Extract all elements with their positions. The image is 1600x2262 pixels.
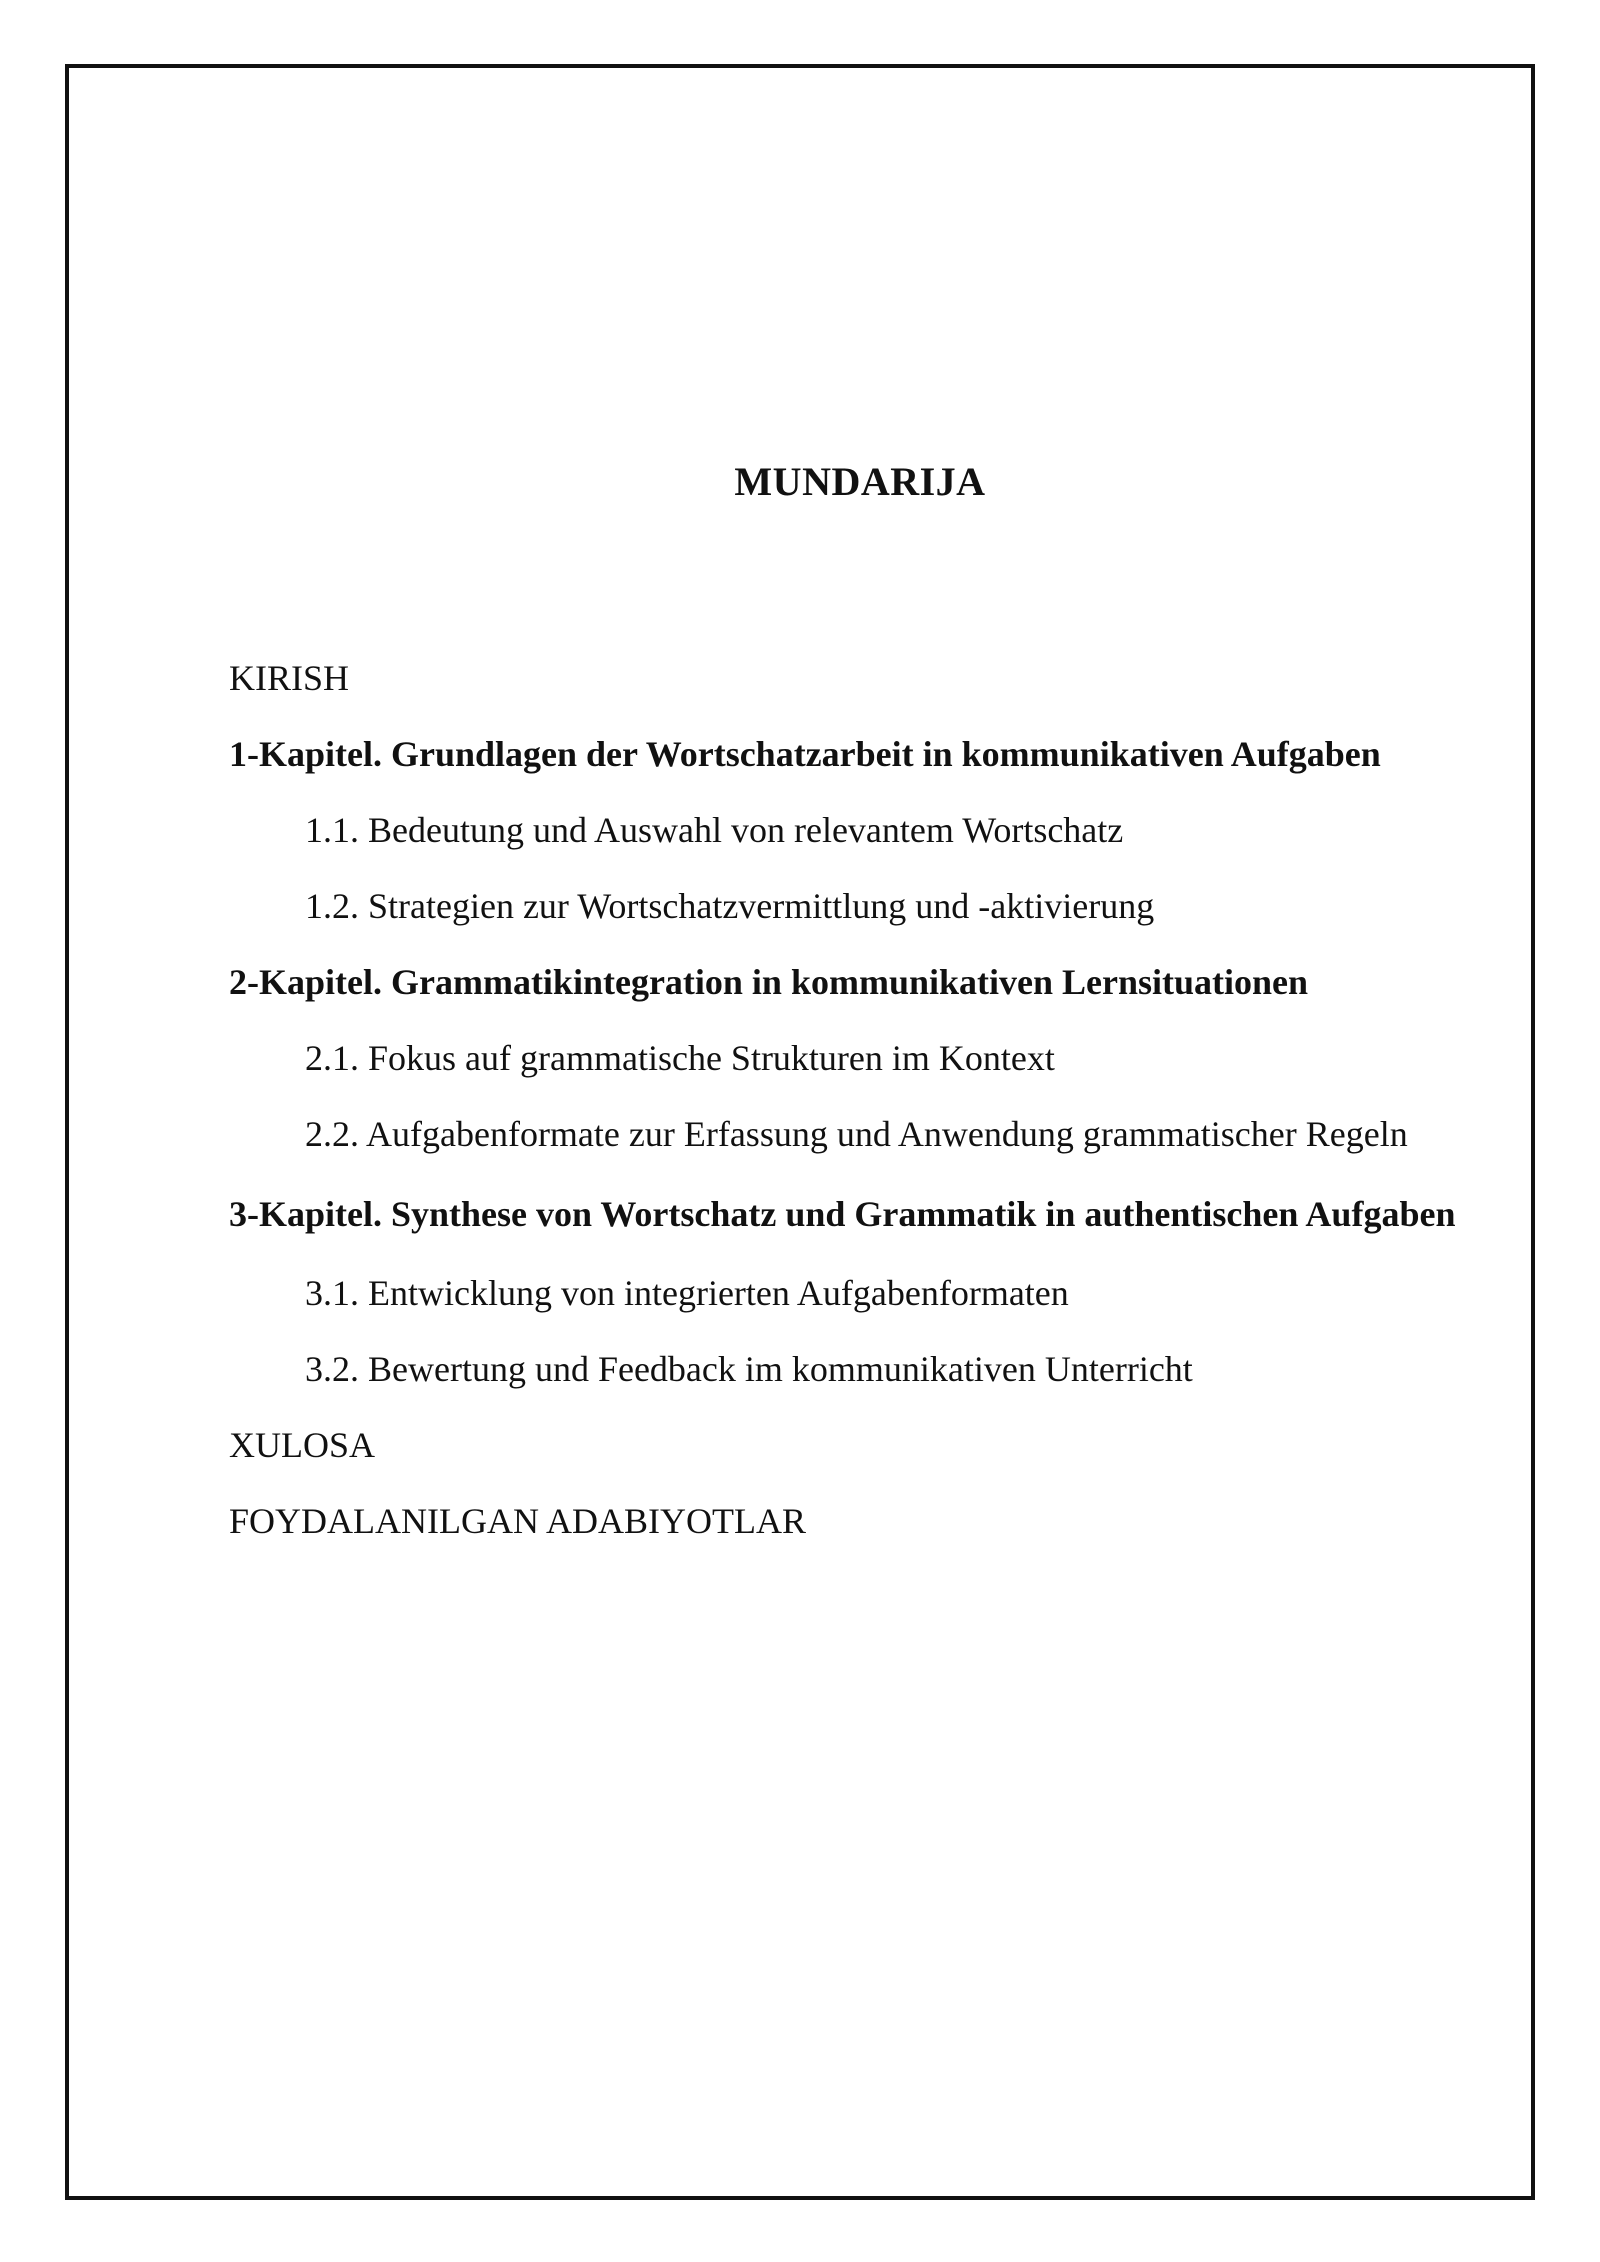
toc-entry-section-3-2: 3.2. Bewertung und Feedback im kommunikativen Unterricht <box>305 1348 1193 1389</box>
toc-entry-introduction: KIRISH <box>229 657 350 698</box>
toc-entry-section-1-2: 1.2. Strategien zur Wortschatzvermittlung und -aktivierung <box>305 885 1155 926</box>
toc-entry-chapter-2: 2-Kapitel. Grammatikintegration in kommunikativen Lernsituationen <box>229 961 1309 1002</box>
toc-entry-references: FOYDALANILGAN ADABIYOTLAR <box>229 1500 806 1541</box>
toc-entry-section-1-1: 1.1. Bedeutung und Auswahl von relevantem Wortschatz <box>305 809 1124 850</box>
toc-entry-section-2-1: 2.1. Fokus auf grammatische Strukturen im Kontext <box>305 1037 1055 1078</box>
table-of-contents <box>229 640 1489 1559</box>
toc-title: MUNDARIJA <box>734 459 986 504</box>
toc-entry-section-3-1: 3.1. Entwicklung von integrierten Aufgabenformaten <box>305 1272 1069 1313</box>
toc-entry-chapter-3: 3-Kapitel. Synthese von Wortschatz und Grammatik in authentischen Aufgaben <box>229 1194 1456 1234</box>
toc-entry-chapter-1: 1-Kapitel. Grundlagen der Wortschatzarbeit in kommunikativen Aufgaben <box>229 733 1381 774</box>
toc-entry-section-2-2: 2.2. Aufgabenformate zur Erfassung und Anwendung grammatischer Regeln <box>305 1113 1408 1154</box>
toc-entry-conclusion: XULOSA <box>229 1424 376 1465</box>
